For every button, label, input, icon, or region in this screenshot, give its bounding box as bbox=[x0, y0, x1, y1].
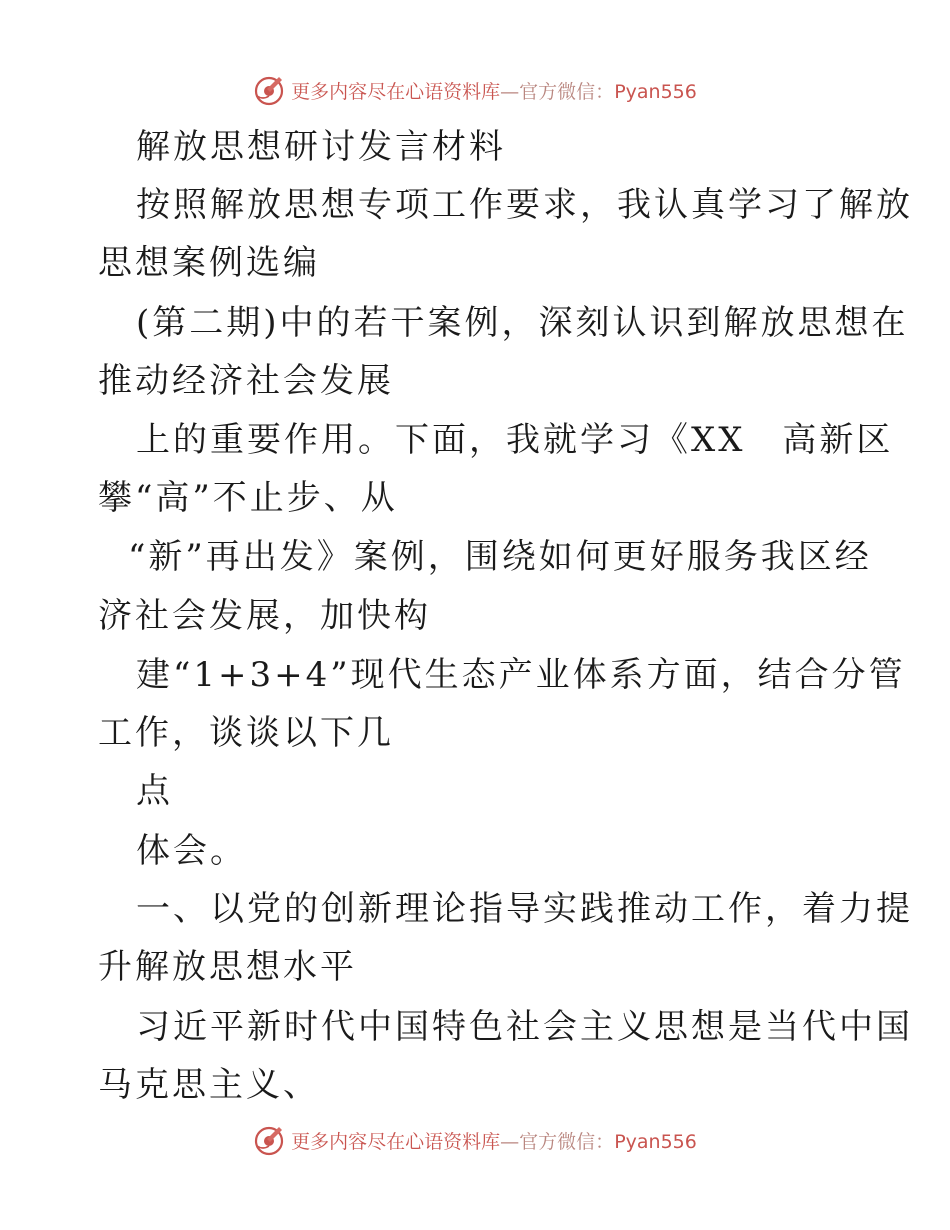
document-title: 解放思想研讨发言材料 bbox=[136, 127, 506, 167]
banner-text bbox=[291, 77, 697, 104]
body-line: 上的重要作用。下面，我就学习《XX 高新区 bbox=[136, 420, 894, 460]
header-banner bbox=[0, 70, 950, 110]
body-line: 工作，谈谈以下几 bbox=[98, 713, 394, 753]
body-line: 习近平新时代中国特色社会主义思想是当代中国 bbox=[136, 1007, 913, 1047]
banner-inner bbox=[253, 74, 697, 106]
footer-banner bbox=[0, 1120, 950, 1160]
banner-wechat-label: 官方微信： bbox=[519, 1130, 615, 1153]
body-line: 攀“高”不止步、从 bbox=[98, 478, 398, 518]
body-line: 按照解放思想专项工作要求，我认真学习了解放 bbox=[136, 185, 913, 225]
body-line: “新”再出发》案例，围绕如何更好服务我区经 bbox=[128, 537, 872, 577]
body-line: (第二期)中的若干案例，深刻认识到解放思想在 bbox=[136, 303, 909, 343]
section-heading: 一、以党的创新理论指导实践推动工作，着力提 bbox=[136, 889, 913, 929]
banner-dash: — bbox=[500, 1130, 520, 1153]
banner-main: 更多内容尽在心语资料库 bbox=[291, 80, 501, 103]
banner-dash: — bbox=[500, 80, 520, 103]
banner-text bbox=[291, 1127, 697, 1154]
body-line: 思想案例选编 bbox=[98, 243, 320, 283]
banner-wechat-id: Pyan556 bbox=[614, 1130, 697, 1153]
body-line: 建“1+3+4”现代生态产业体系方面，结合分管 bbox=[136, 655, 906, 695]
pen-logo-icon bbox=[253, 1124, 285, 1156]
body-line: 点 bbox=[136, 771, 173, 811]
body-line: 推动经济社会发展 bbox=[98, 361, 394, 401]
banner-inner bbox=[253, 1124, 697, 1156]
pen-logo-icon bbox=[253, 74, 285, 106]
body-line: 马克思主义、 bbox=[98, 1065, 320, 1105]
banner-wechat-label: 官方微信： bbox=[519, 80, 615, 103]
section-heading-cont: 升解放思想水平 bbox=[98, 947, 357, 987]
body-line: 体会。 bbox=[136, 831, 247, 871]
body-line: 济社会发展，加快构 bbox=[98, 596, 431, 636]
banner-wechat-id: Pyan556 bbox=[614, 80, 697, 103]
banner-main: 更多内容尽在心语资料库 bbox=[291, 1130, 501, 1153]
